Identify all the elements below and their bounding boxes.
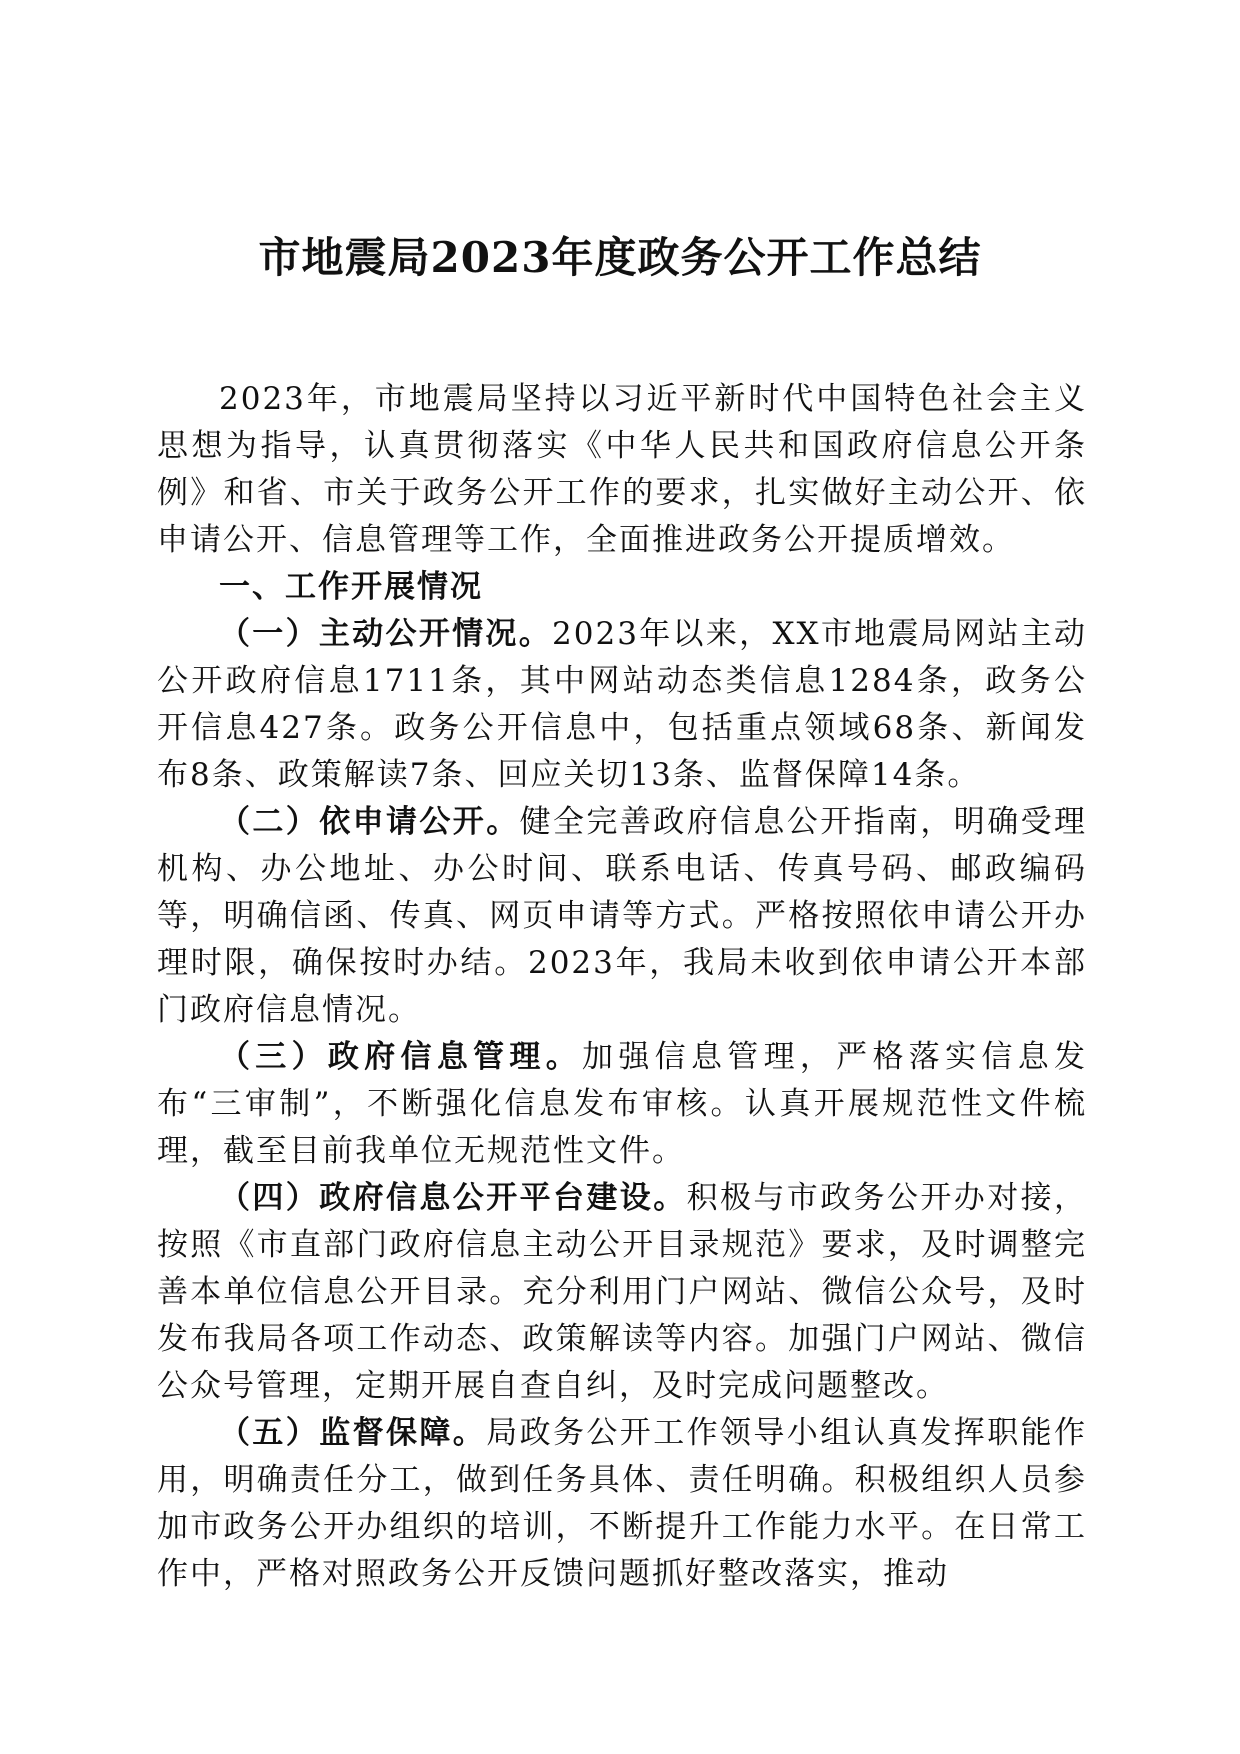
- item-lead: （四）政府信息公开平台建设。: [219, 1180, 687, 1216]
- item-lead: （五）监督保障。: [219, 1415, 487, 1451]
- item-paragraph-application-disclosure: [157, 799, 1087, 1034]
- item-lead: （二）依申请公开。: [219, 804, 520, 840]
- item-text: 健全完善政府信息公开指南，明确受理机构、办公地址、办公时间、联系电话、传真号码、邮政编码等，明确信函、传真、网页申请等方式。严格按照依申请公开办理时限，确保按时办结。2023年，我局未收到依申请公开本部门政府信息情况。: [157, 804, 1088, 1028]
- document-title: 市地震局2023年度政务公开工作总结: [258, 233, 982, 282]
- intro-paragraph: 2023年，市地震局坚持以习近平新时代中国特色社会主义思想为指导，认真贯彻落实《中华人民共和国政府信息公开条例》和省、市关于政务公开工作的要求，扎实做好主动公开、依申请公开、信息管理等工作，全面推进政务公开提质增效。: [157, 381, 1087, 558]
- item-paragraph-proactive-disclosure: [157, 611, 1087, 799]
- item-paragraph-platform-construction: [157, 1175, 1087, 1410]
- item-text: 局政务公开工作领导小组认真发挥职能作用，明确责任分工，做到任务具体、责任明确。积极组织人员参加市政务公开办组织的培训，不断提升工作能力水平。在日常工作中，严格对照政务公开反馈问题抓好整改落实，推动: [157, 1415, 1088, 1592]
- document-body: [157, 376, 1087, 1598]
- item-text: 加强信息管理，严格落实信息发布“三审制”，不断强化信息发布审核。认真开展规范性文件梳理，截至目前我单位无规范性文件。: [157, 1039, 1088, 1169]
- item-lead: （一）主动公开情况。: [219, 616, 553, 652]
- item-text: 积极与市政务公开办对接，按照《市直部门政府信息主动公开目录规范》要求，及时调整完善本单位信息公开目录。充分利用门户网站、微信公众号，及时发布我局各项工作动态、政策解读等内容。加强门户网站、微信公众号管理，定期开展自查自纠，及时完成问题整改。: [157, 1180, 1088, 1404]
- item-text: 2023年以来，XX市地震局网站主动公开政府信息1711条，其中网站动态类信息1284条，政务公开信息427条。政务公开信息中，包括重点领域68条、新闻发布8条、政策解读7条、回应关切13条、监督保障14条。: [157, 616, 1088, 793]
- item-paragraph-supervision: [157, 1410, 1087, 1598]
- section-heading-work-progress: 一、工作开展情况: [219, 569, 483, 605]
- item-lead: （三）政府信息管理。: [219, 1039, 583, 1075]
- item-paragraph-information-management: [157, 1034, 1087, 1175]
